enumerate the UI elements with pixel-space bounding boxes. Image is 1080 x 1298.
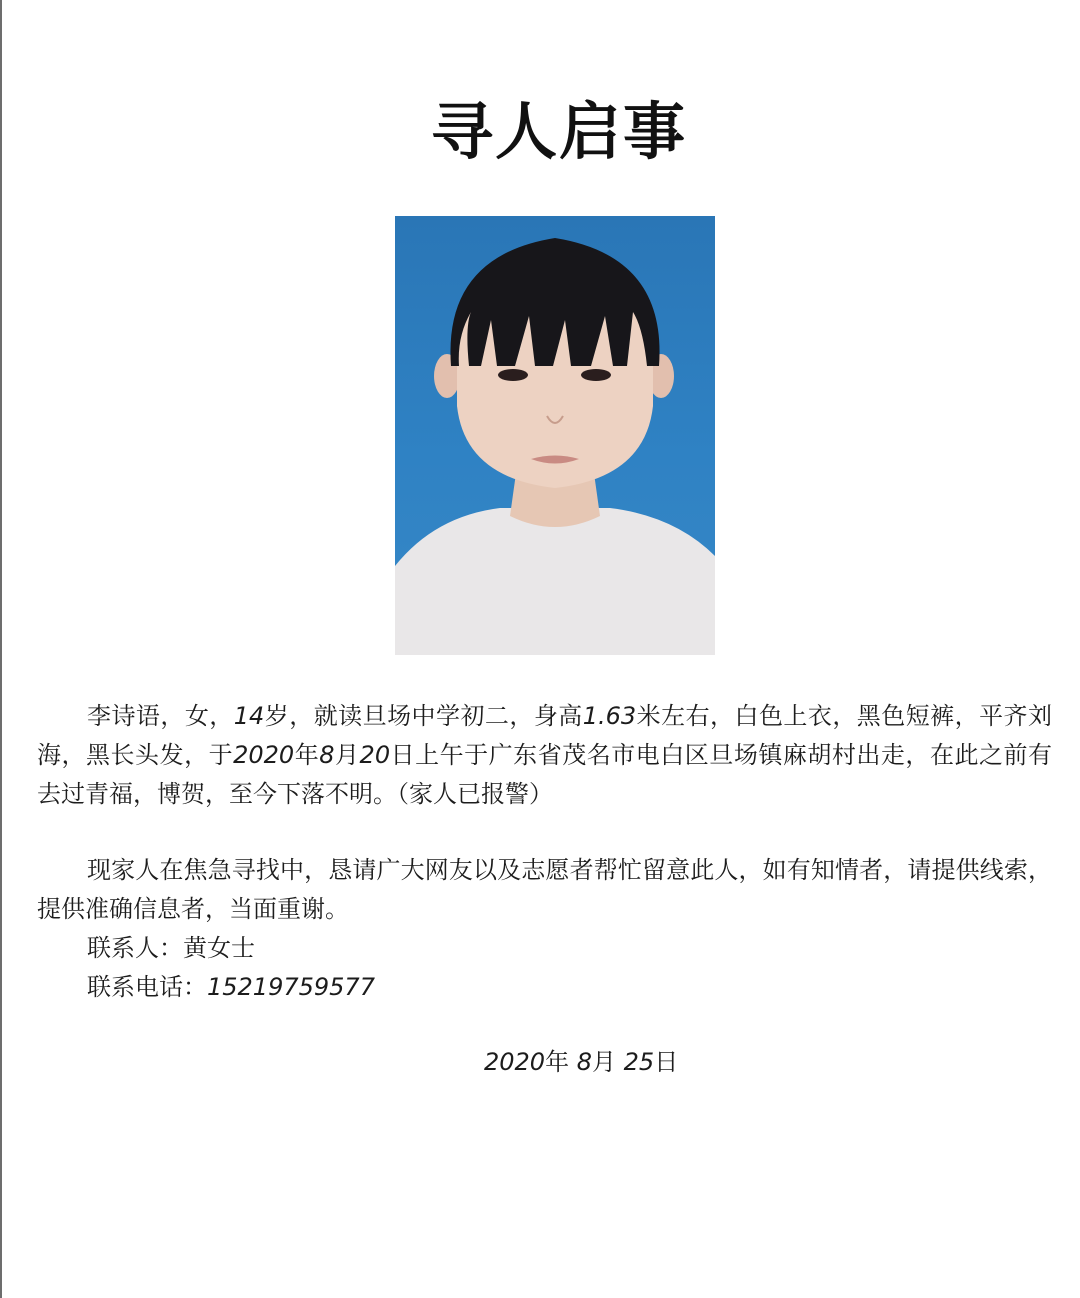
date-year-suffix: 年 xyxy=(545,1048,570,1076)
description-text: 米左右，白色上衣，黑色短裤，平齐刘海，黑长头发，于 xyxy=(37,702,1053,769)
appeal-paragraph: 现家人在焦急寻找中，恳请广大网友以及志愿者帮忙留意此人，如有知情者，请提供线索，提供准确信息者，当面重谢。 xyxy=(37,856,1052,923)
notice-date xyxy=(484,1043,678,1082)
missing-day-value: 20 xyxy=(359,741,391,769)
page-edge xyxy=(0,0,2,1298)
missing-month-value: 8 xyxy=(319,741,335,769)
poster-title: 寻人启事 xyxy=(430,95,687,168)
contact-phone-label: 联系电话： xyxy=(87,973,207,1001)
missing-person-photo xyxy=(395,216,715,655)
notice-body xyxy=(37,697,1052,1007)
description-text: 年 xyxy=(294,741,320,769)
contact-person: 联系人：黄女士 xyxy=(87,934,255,962)
height-value: 1.63 xyxy=(582,702,637,730)
age-value: 14 xyxy=(233,702,265,730)
description-paragraph xyxy=(37,697,1052,814)
description-text: 日上午于广东省茂名市电白区旦场镇麻胡村出走，在此之前有去过青福，博贺，至今下落不明。（家人已报警） xyxy=(37,741,1053,808)
contact-phone-number: 15219759577 xyxy=(207,973,375,1001)
contact-phone-line xyxy=(37,968,1052,1007)
date-month: 8 xyxy=(576,1048,592,1076)
description-text: 李诗语，女， xyxy=(87,702,234,730)
date-month-suffix: 月 xyxy=(592,1048,616,1076)
description-text: 岁，就读旦场中学初二，身高 xyxy=(264,702,583,730)
date-day: 25 xyxy=(623,1048,655,1076)
date-year: 2020 xyxy=(484,1048,546,1076)
missing-year-value: 2020 xyxy=(233,741,295,769)
date-day-suffix: 日 xyxy=(654,1048,679,1076)
description-text: 月 xyxy=(334,741,360,769)
portrait-illustration xyxy=(395,216,715,655)
paragraph-gap xyxy=(37,814,1052,851)
